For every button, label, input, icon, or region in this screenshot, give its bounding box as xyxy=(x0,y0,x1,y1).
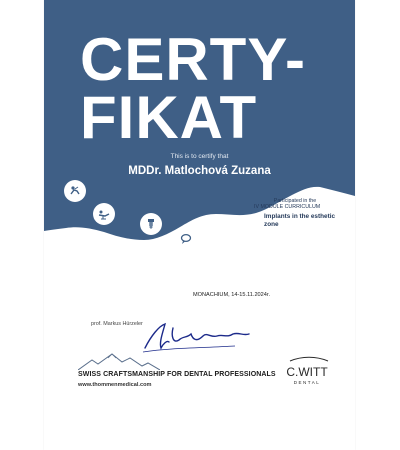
module-info xyxy=(250,198,340,229)
title-line-1: CERTY- xyxy=(80,26,307,93)
curriculum-text: IV MODULE CURRICULUM xyxy=(254,204,321,211)
title-line-2: FIKAT xyxy=(80,84,258,151)
course-title: Implants in the esthetic zone xyxy=(264,213,336,229)
place-date: MONACHIUM, 14-15.11.2024r. xyxy=(193,292,270,298)
website-url: www.thommenmedical.com xyxy=(78,382,152,388)
certificate xyxy=(44,0,355,450)
mountains-icon xyxy=(78,352,160,370)
cwitt-logo xyxy=(272,356,342,386)
logo-brand: C.WITT xyxy=(286,365,328,379)
implant-icon xyxy=(140,213,162,235)
participated-text: Participated in the xyxy=(273,198,317,204)
swiss-tagline: SWISS CRAFTSMANSHIP FOR DENTAL PROFESSIONALS xyxy=(78,371,276,378)
recipient-name: MDDr. Matlochová Zuzana xyxy=(128,165,271,177)
signatory-name: prof. Markus Hürzeler xyxy=(91,321,143,327)
signature xyxy=(139,318,259,356)
dental-chair-icon xyxy=(93,203,115,225)
certify-text: This is to certify that xyxy=(170,153,229,160)
logo-sub: DENTAL xyxy=(293,380,321,385)
speech-bubble-icon xyxy=(175,228,197,250)
patient-treatment-icon xyxy=(64,180,86,202)
